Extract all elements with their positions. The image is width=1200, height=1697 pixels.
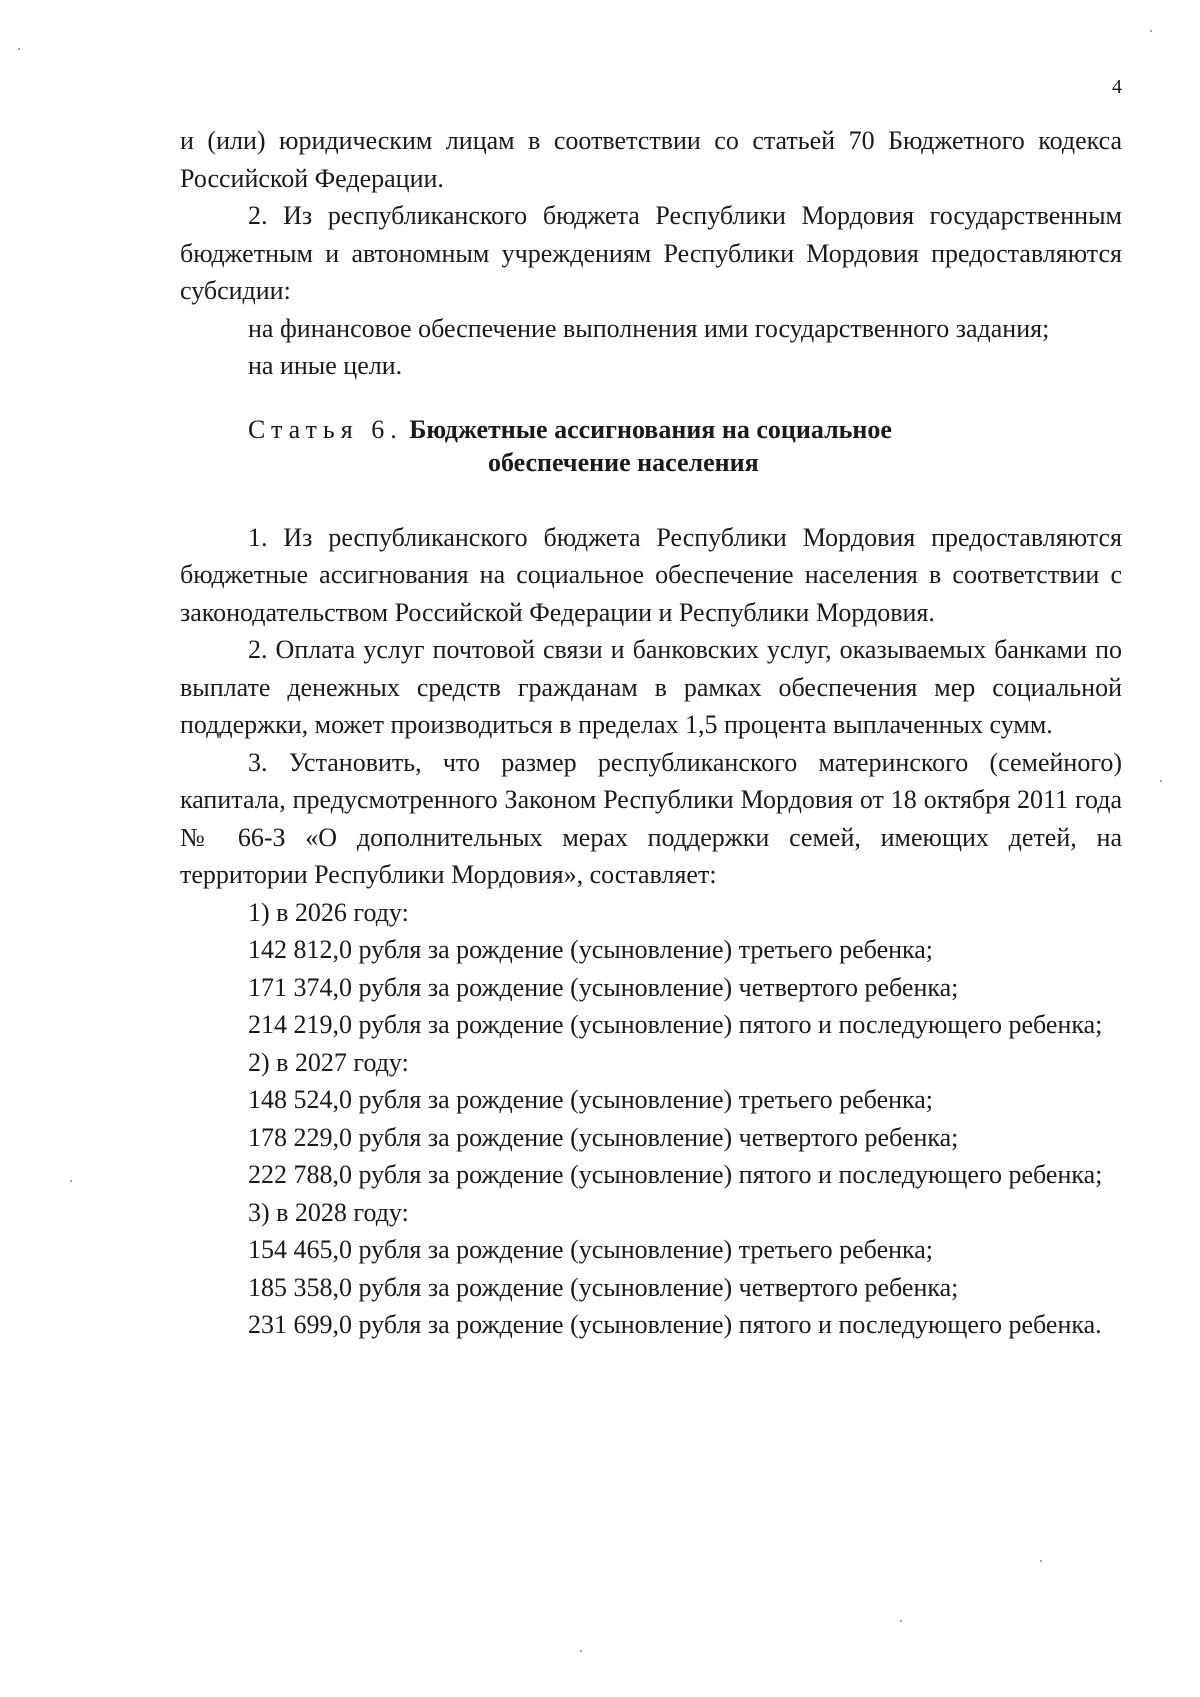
amount-line: 214 219,0 рубля за рождение (усыновление) пятого и последующего ребенка;: [248, 1010, 1103, 1039]
article-label: Статья 6.: [248, 414, 403, 444]
paragraph: и (или) юридическим лицам в соответствии со статьей 70 Бюджетного кодекса Российской Федерации.: [180, 126, 1122, 193]
page-number: 4: [1112, 76, 1122, 98]
document-body: [180, 122, 1122, 1344]
scan-speck: [70, 1180, 72, 1182]
amount-line: 185 358,0 рубля за рождение (усыновление) четвертого ребенка;: [248, 1272, 959, 1302]
year-heading: 3) в 2028 году:: [248, 1197, 409, 1227]
paragraph: на финансовое обеспечение выполнения ими государственного задания;: [248, 313, 1050, 343]
year-heading: 2) в 2027 году:: [248, 1047, 409, 1077]
article-heading: [180, 413, 1122, 479]
article-title: Бюджетные ассигнования на социальное: [409, 414, 892, 444]
paragraph: 1. Из республиканского бюджета Республики Мордовия предоставляются бюджетные ассигнования на социальное обеспечение населения в соответствии с законодательством Российской Федерации и Республики Мордовия.: [180, 522, 1122, 627]
amount-line: 148 524,0 рубля за рождение (усыновление) третьего ребенка;: [248, 1085, 934, 1114]
amount-line: 178 229,0 рубля за рождение (усыновление) четвертого ребенка;: [248, 1122, 959, 1152]
article-title-continued: обеспечение населения: [488, 447, 759, 477]
scan-speck: [1160, 780, 1162, 782]
scan-speck: [18, 48, 20, 50]
paragraph: 3. Установить, что размер республиканского материнского (семейного) капитала, предусмотренного Законом Республики Мордовия от 18 октября 2011 года № 66-З «О дополнительных мерах поддержки семей, имеющих детей, на территории Республики Мордовия», составляет:: [180, 747, 1122, 889]
scan-speck: [1150, 30, 1152, 32]
paragraph: на иные цели.: [248, 351, 403, 380]
amount-line: 154 465,0 рубля за рождение (усыновление) третьего ребенка;: [248, 1235, 934, 1264]
paragraph: 2. Оплата услуг почтовой связи и банковских услуг, оказываемых банками по выплате денежных средств гражданам в рамках обеспечения мер социальной поддержки, может производиться в пределах 1,5 процента выплаченных сумм.: [180, 635, 1122, 739]
scan-speck: [900, 1620, 902, 1622]
amount-line: 171 374,0 рубля за рождение (усыновление) четвертого ребенка;: [248, 972, 959, 1002]
year-heading: 1) в 2026 году:: [248, 897, 409, 927]
paragraph: 2. Из республиканского бюджета Республики Мордовия государственным бюджетным и автономным учреждениям Республики Мордовия предоставляются субсидии:: [180, 201, 1122, 305]
amount-line: 231 699,0 рубля за рождение (усыновление) пятого и последующего ребенка.: [248, 1310, 1102, 1339]
amount-line: 222 788,0 рубля за рождение (усыновление) пятого и последующего ребенка;: [248, 1160, 1103, 1189]
scan-speck: [580, 1650, 582, 1652]
amount-line: 142 812,0 рубля за рождение (усыновление) третьего ребенка;: [248, 935, 934, 964]
scan-speck: [1040, 1560, 1042, 1562]
